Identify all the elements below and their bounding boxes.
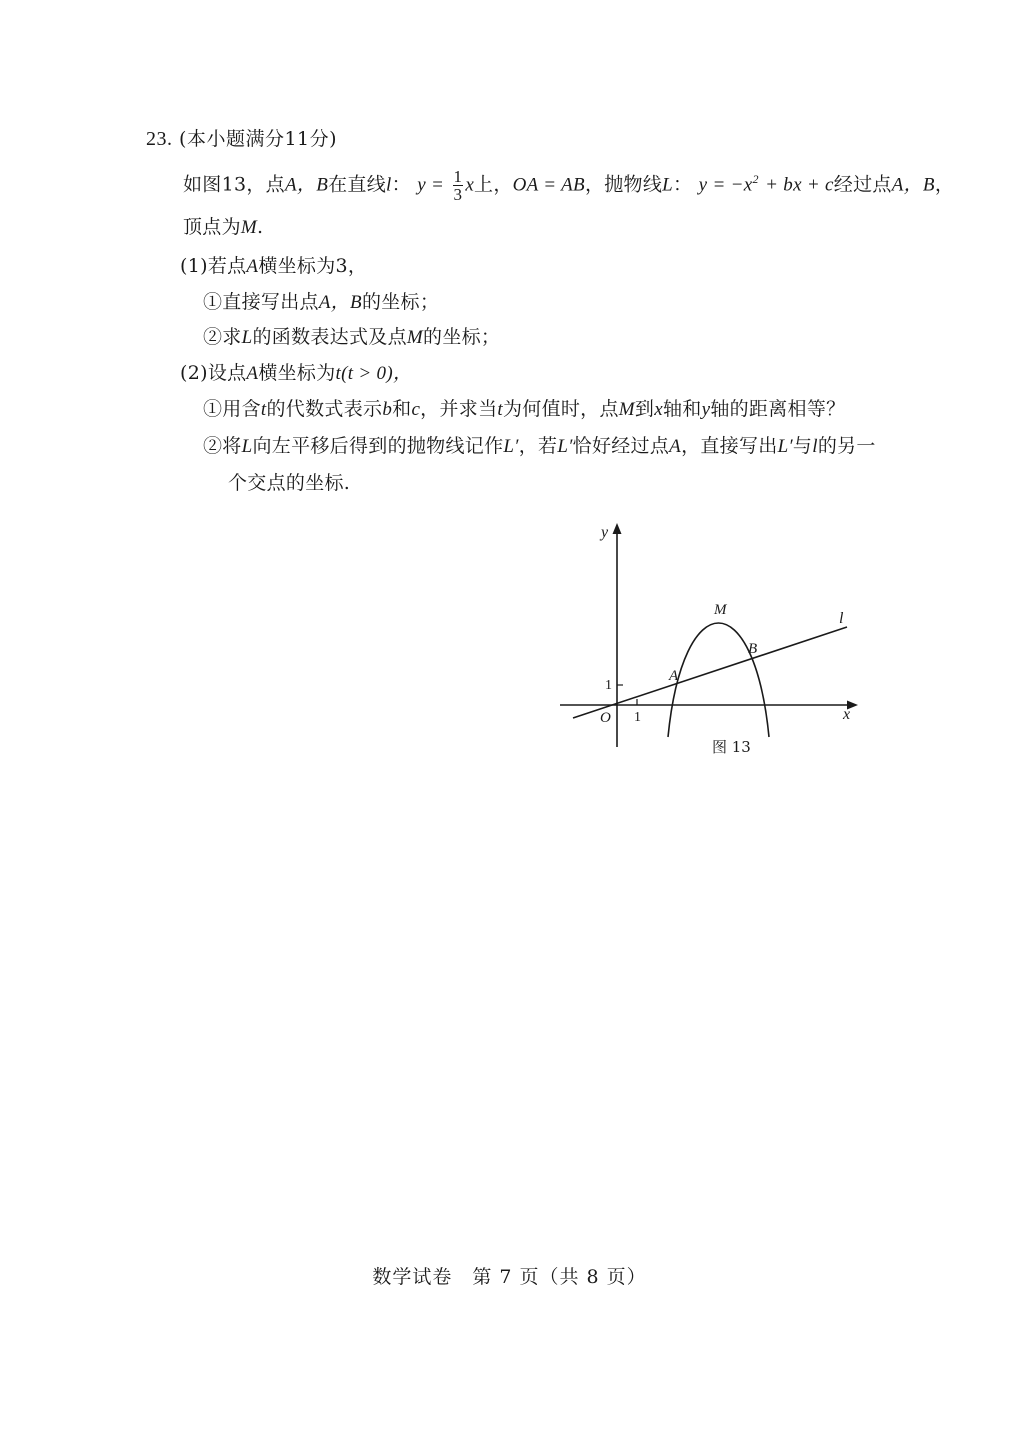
fraction-denominator: 3 xyxy=(453,185,463,204)
text: 和 xyxy=(392,398,412,420)
math-L: L xyxy=(241,436,253,457)
text: 在直线 xyxy=(328,173,387,196)
text: 的函数表达式及点 xyxy=(252,326,407,348)
math-square: 2 xyxy=(752,172,759,187)
math-A: A xyxy=(669,436,682,457)
fraction-numerator: 1 xyxy=(453,167,463,186)
question-number: 23. xyxy=(146,128,173,150)
label-point-B: B xyxy=(748,641,758,657)
text: 向左平移后得到的抛物线记作 xyxy=(252,435,504,457)
sub-question-2-ii-cont xyxy=(228,468,350,495)
label-x: x xyxy=(843,706,851,723)
math-line-lhs: y = xyxy=(417,174,445,196)
math-AB: A，B xyxy=(318,292,362,313)
math-L: L xyxy=(662,174,674,196)
text: 个交点的坐标. xyxy=(228,472,351,494)
text: 的另一 xyxy=(817,435,876,457)
text: 上， xyxy=(474,173,513,196)
figure-caption: 图 13 xyxy=(712,738,751,756)
text: . xyxy=(257,216,264,238)
sub-question-2-i xyxy=(203,394,845,421)
math-t: t xyxy=(260,399,267,420)
text: ，抛物线 xyxy=(584,173,663,196)
text: 为何值时，点 xyxy=(502,398,619,420)
label-vertex-M: M xyxy=(714,602,727,618)
math-l: l xyxy=(812,436,818,457)
text: 如图13，点 xyxy=(183,173,285,196)
math-b: b xyxy=(382,399,393,420)
sub-question-2-ii xyxy=(203,431,876,458)
text: ②将 xyxy=(203,435,242,457)
y-axis-arrow xyxy=(613,523,622,534)
page-footer: 数学试卷 第 7 页（共 8 页） xyxy=(372,1266,647,1288)
question-header xyxy=(146,124,337,151)
math-M: M xyxy=(240,217,258,238)
intro-line-1: 如图13，点A，B在直线l： y = $\frac{1}{3}$ x上，OA = AB，抛物线L： $y = -x^2$ + bx + c经过点A，B， xyxy=(183,167,955,204)
text: 的代数式表示 xyxy=(266,398,383,420)
math-AB: A，B xyxy=(891,174,935,196)
label-y-one: 1 xyxy=(605,678,612,693)
sub-question-1-i xyxy=(203,287,439,314)
text: 横坐标为 xyxy=(258,362,336,384)
math-y: y xyxy=(701,399,711,420)
text: ①直接写出点 xyxy=(203,291,319,313)
math-M: M xyxy=(406,327,424,348)
label-origin: O xyxy=(600,710,611,726)
math-c: c xyxy=(411,399,421,420)
text: ，直接写出 xyxy=(681,435,778,457)
text: ②求 xyxy=(203,326,242,348)
sub-question-1-ii xyxy=(203,322,500,349)
text: 轴和 xyxy=(662,398,702,420)
math-oa-ab: OA = AB xyxy=(512,174,585,196)
label-x-one: 1 xyxy=(634,710,641,725)
math-L-prime: L′ xyxy=(777,436,793,457)
text: ，并求当 xyxy=(420,398,498,420)
intro-line-2 xyxy=(183,212,263,239)
text: ①用含 xyxy=(203,398,261,420)
math-L-prime: L′ xyxy=(557,436,573,457)
text: 横坐标为3， xyxy=(258,255,368,277)
label-point-A: A xyxy=(669,668,679,684)
sub-question-2 xyxy=(180,358,412,385)
text: 与 xyxy=(792,435,813,457)
text: 的坐标； xyxy=(423,326,501,348)
math-M: M xyxy=(618,399,635,420)
math-x: x xyxy=(654,399,663,420)
math-x: x xyxy=(465,174,475,196)
math-L: L xyxy=(241,327,253,348)
sub-question-1 xyxy=(180,251,367,278)
math-t-condition: t(t > 0)， xyxy=(335,363,413,384)
text: ，若 xyxy=(518,435,558,457)
figure-13 xyxy=(555,515,865,765)
label-y: y xyxy=(601,524,609,541)
text: 到 xyxy=(634,398,655,420)
text: 恰好经过点 xyxy=(572,435,670,457)
fraction-one-third xyxy=(453,168,464,203)
text: 的坐标； xyxy=(361,291,440,313)
math-parabola-tail: + bx + c xyxy=(765,174,834,196)
label-line-l: l xyxy=(839,610,844,627)
math-t: t xyxy=(497,399,503,420)
math-parabola: y = −x xyxy=(698,174,753,196)
math-l: l xyxy=(386,174,392,196)
text: 经过点 xyxy=(833,173,892,196)
question-score-note: (本小题满分11分) xyxy=(179,128,338,150)
math-AB: A，B xyxy=(284,174,329,196)
text: 轴的距离相等？ xyxy=(710,398,846,420)
math-A: A xyxy=(246,256,259,277)
text: (2)设点 xyxy=(180,362,247,384)
text: 顶点为 xyxy=(183,216,241,238)
math-L-prime: L′ xyxy=(503,436,519,457)
math-A: A xyxy=(246,363,259,384)
text: (1)若点 xyxy=(180,255,247,277)
